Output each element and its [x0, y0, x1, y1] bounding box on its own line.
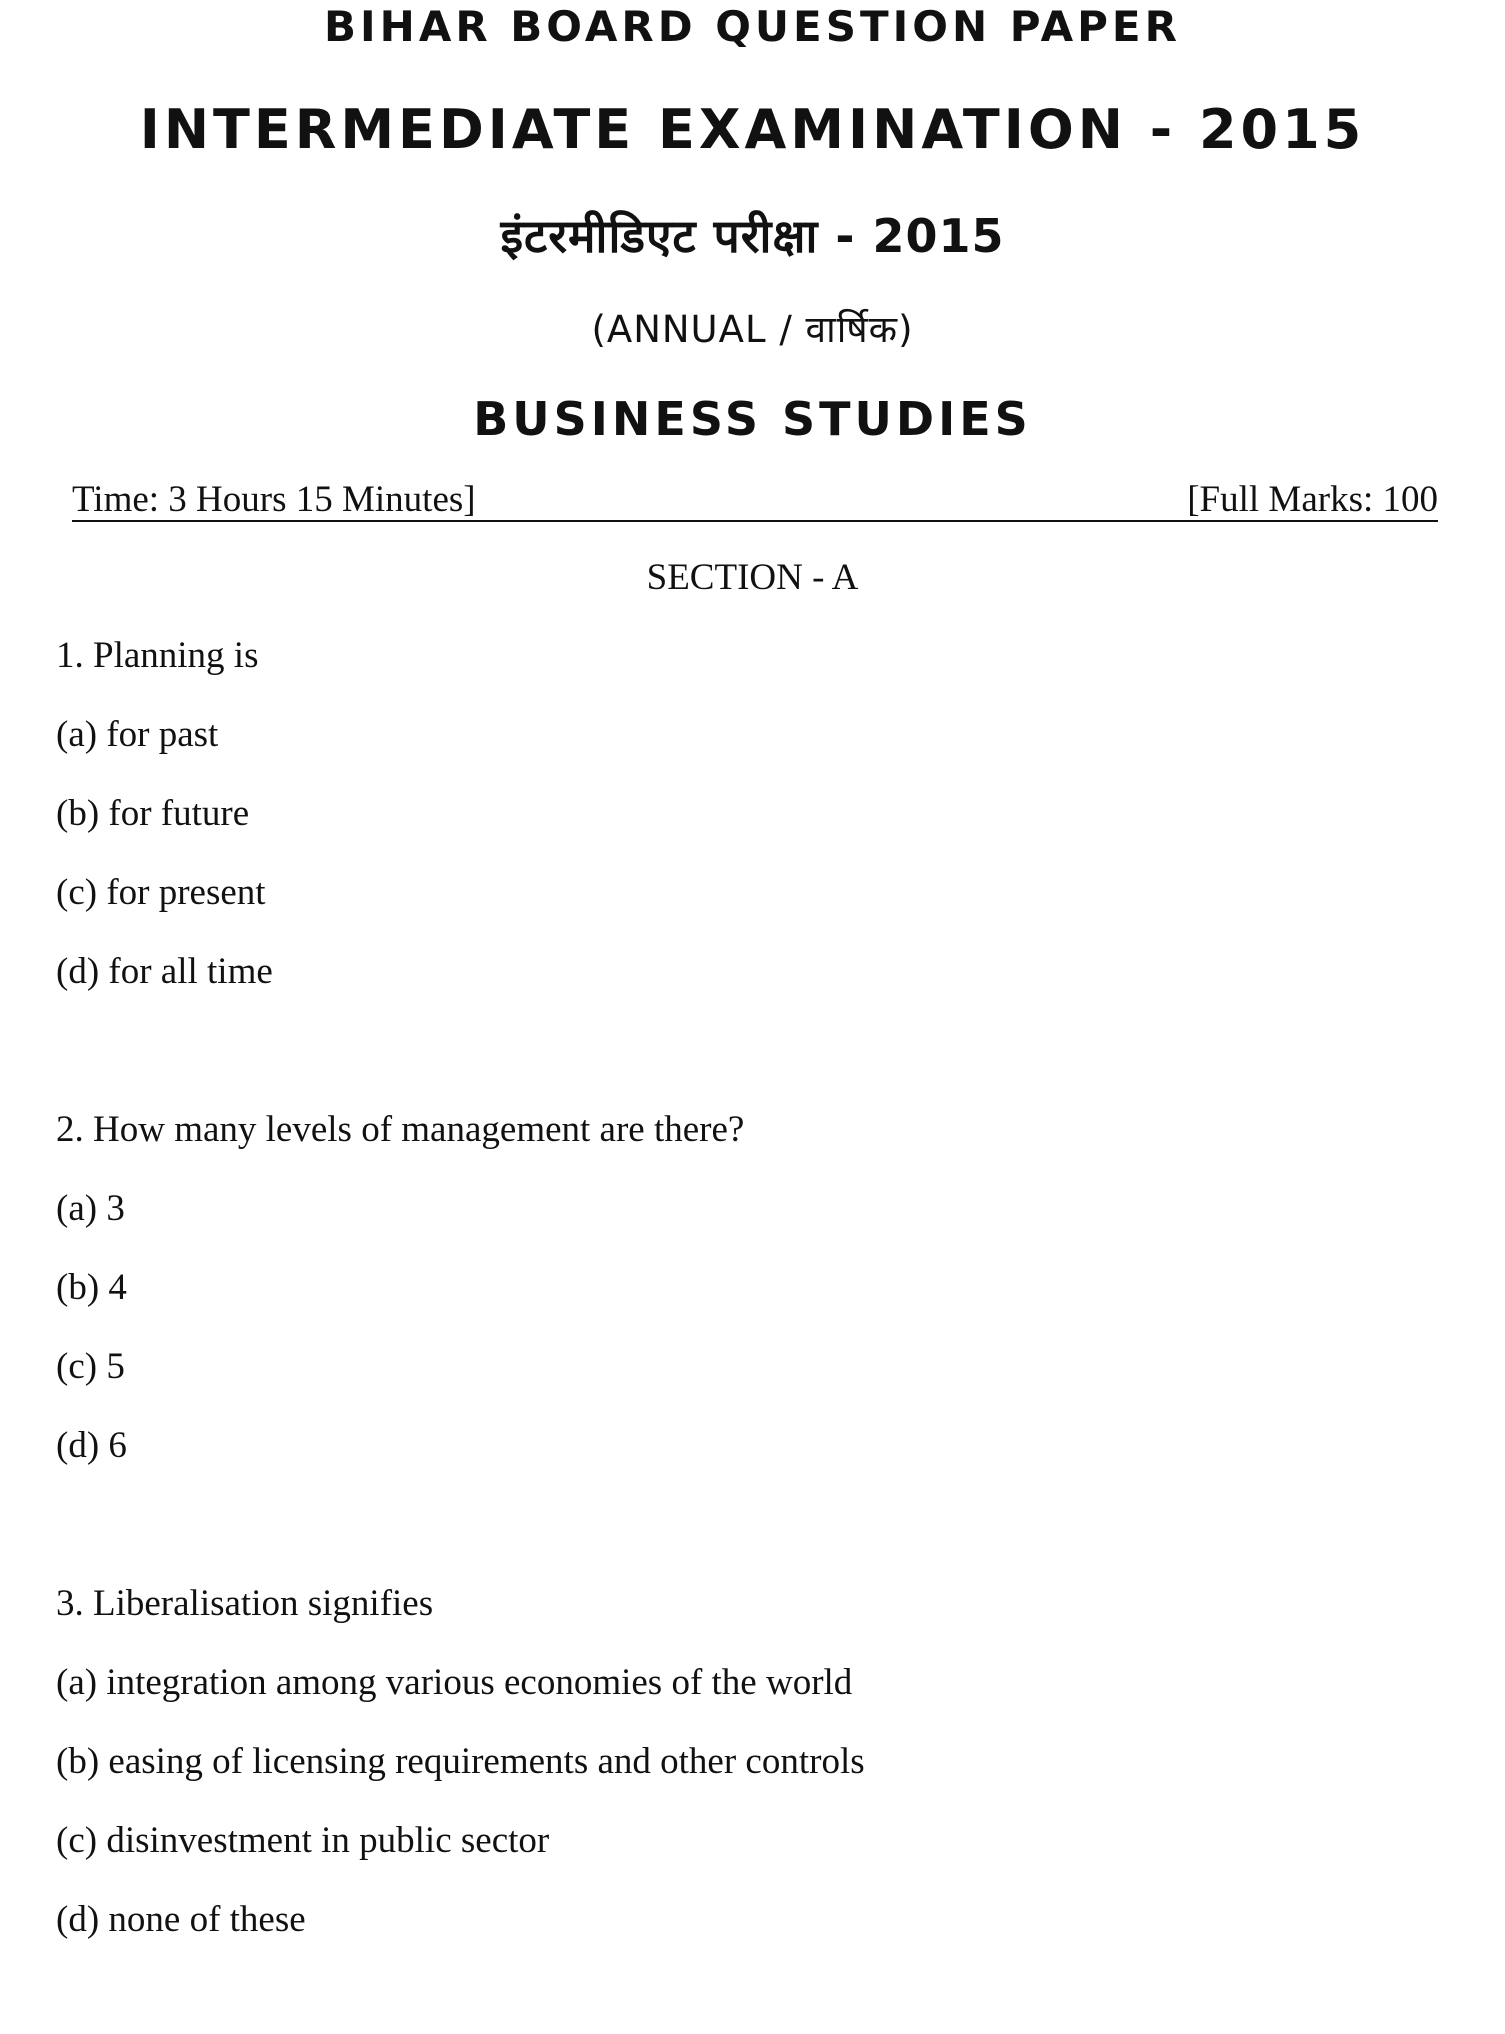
option-text: (c) for present — [56, 872, 266, 913]
subject-title: BUSINESS STUDIES — [473, 392, 1032, 446]
option-text: (a) for past — [56, 714, 219, 755]
option-text: (b) 4 — [56, 1267, 127, 1308]
question-text: 2. How many levels of management are there? — [56, 1109, 745, 1150]
section-heading: SECTION - A — [646, 557, 859, 598]
question-text: 3. Liberalisation signifies — [56, 1583, 434, 1624]
option-text: (b) easing of licensing requirements and other controls — [56, 1741, 865, 1782]
option-text: (d) 6 — [56, 1425, 127, 1466]
option-text: (b) for future — [56, 793, 250, 834]
time-marks-line — [72, 476, 1438, 522]
exam-type: (ANNUAL / वार्षिक) — [591, 308, 914, 351]
exam-title-hindi: इंटरमीडिएट परीक्षा - 2015 — [500, 209, 1005, 263]
exam-title: INTERMEDIATE EXAMINATION - 2015 — [139, 98, 1366, 161]
option-text: (a) integration among various economies of the world — [56, 1662, 853, 1703]
time-allowed: Time: 3 Hours 15 Minutes] — [72, 479, 476, 520]
board-title: BIHAR BOARD QUESTION PAPER — [324, 2, 1181, 51]
option-text: (c) disinvestment in public sector — [56, 1820, 550, 1861]
option-text: (d) for all time — [56, 951, 273, 992]
full-marks: [Full Marks: 100 — [1187, 479, 1438, 520]
option-text: (d) none of these — [56, 1899, 306, 1940]
option-text: (c) 5 — [56, 1346, 125, 1387]
option-text: (a) 3 — [56, 1188, 125, 1229]
question-text: 1. Planning is — [56, 635, 259, 676]
